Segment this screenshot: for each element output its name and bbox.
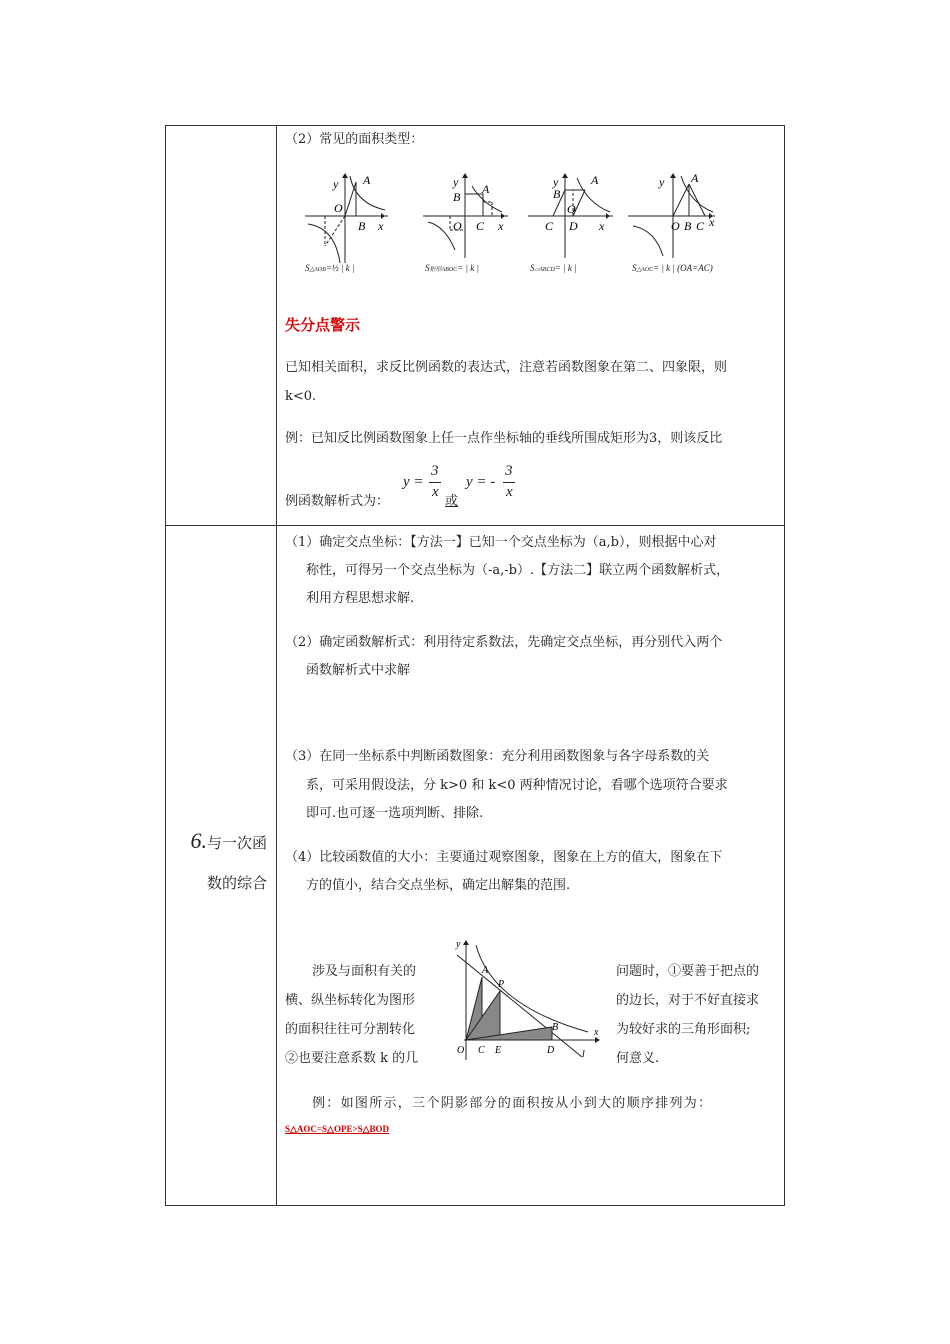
figure-point-label: C — [696, 219, 705, 233]
right-col-1: 问题时，①要善于把点的 — [616, 964, 760, 979]
formula-1-lhs: y = — [403, 474, 424, 490]
figure-point-label: O — [671, 219, 680, 233]
figure-point-label: E — [495, 1045, 502, 1056]
figure-point-label: C — [476, 219, 485, 233]
section-label-6-line2: 数的综合 — [206, 874, 267, 892]
example-line-1: 例：已知反比例函数图象上任一点作坐标轴的垂线所围成矩形为3，则该反比 — [285, 431, 723, 446]
formula-2-lhs: y = - — [466, 474, 496, 490]
right-col-3: 为较好求的三角形面积; — [616, 1022, 751, 1037]
fig3-caption: S▱ABCD= | k | — [530, 263, 577, 273]
shaded-area-graph — [452, 935, 604, 1065]
formula-2-num: 3 — [505, 463, 513, 479]
p1-line-2: 称性，可得另一个交点坐标为（-a,-b）.【方法二】联立两个函数解析式， — [306, 563, 730, 578]
formula-1-num: 3 — [431, 463, 439, 479]
fig1-label-o: O — [334, 201, 343, 215]
figure-point-label: D — [569, 219, 578, 233]
warning-title: 失分点警示 — [285, 316, 361, 334]
figure-point-label: A — [482, 182, 490, 196]
figure-point-label: B — [552, 1022, 559, 1033]
figure-point-label: B — [553, 187, 561, 201]
left-col-3: 的面积往往可分割转化 — [285, 1022, 416, 1037]
left-col-1: 涉及与面积有关的 — [312, 964, 417, 979]
p3-line-3: 即可.也可逐一选项判断、排除. — [306, 806, 484, 821]
figure-point-label: O — [457, 1045, 465, 1056]
area-types-heading: （2）常见的面积类型： — [285, 132, 424, 147]
figure-point-label: y — [659, 175, 665, 189]
figure-point-label: x — [599, 219, 605, 233]
fig2-caption: S矩形ABOC= | k | — [425, 263, 479, 273]
figure-point-label: y — [553, 175, 559, 189]
p3-line-1: （3）在同一坐标系中判断函数图象：充分利用函数图象与各字母系数的关 — [285, 749, 710, 764]
figure-point-label: l — [582, 1049, 585, 1060]
figure-triangle-aob — [300, 168, 395, 268]
p1-line-3: 利用方程思想求解. — [306, 591, 415, 606]
figure-point-label: x — [498, 219, 504, 233]
left-col-2: 横、纵坐标转化为图形 — [285, 993, 416, 1008]
warning-line-2: k<0. — [285, 389, 317, 404]
fig4-caption: S△AOC= | k | (OA=AC) — [632, 263, 713, 273]
figure-point-label: O — [453, 219, 462, 233]
formula-or: 或 — [445, 494, 459, 509]
figure-point-label: y — [453, 175, 459, 189]
figure-point-label: x — [594, 1027, 599, 1038]
figure-point-label: A — [482, 965, 489, 976]
figure-point-label: C — [478, 1045, 485, 1056]
row-divider — [166, 525, 784, 526]
right-col-2: 的边长，对于不好直接求 — [616, 993, 760, 1008]
figure-parallelogram-abcd — [525, 168, 620, 268]
warning-line-1: 已知相关面积，求反比例函数的表达式，注意若函数图象在第二、四象限，则 — [285, 360, 728, 375]
figure-point-label: P — [498, 979, 505, 990]
p2-line-1: （2）确定函数解析式：利用待定系数法，先确定交点坐标，再分别代入两个 — [285, 635, 723, 650]
p1-line-1: （1）确定交点坐标：【方法一】已知一个交点坐标为（a,b），则根据中心对 — [285, 535, 717, 550]
formula-1-den: x — [432, 484, 439, 500]
left-col-4: ②也要注意系数 k 的几 — [285, 1051, 419, 1066]
p3-line-2: 系，可采用假设法，分 k>0 和 k<0 两种情况讨论，看哪个选项符合要求 — [306, 778, 728, 793]
formula-2-bar — [503, 482, 515, 483]
figure-point-label: A — [691, 171, 699, 185]
example-text: 例：如图所示，三个阴影部分的面积按从小到大的顺序排列为： — [312, 1096, 713, 1111]
figure-point-label: B — [453, 190, 461, 204]
p4-line-1: （4）比较函数值的大小：主要通过观察图象，图象在上方的值大，图象在下 — [285, 850, 723, 865]
figure-point-label: B — [684, 219, 692, 233]
fig1-label-a: A — [363, 173, 371, 187]
fig1-caption: S△AOB=½ | k | — [305, 263, 355, 273]
figure-triangle-aoc — [625, 168, 725, 268]
figure-point-label: O — [567, 202, 576, 216]
figure-point-label: y — [456, 939, 461, 950]
figure-point-label: x — [709, 215, 715, 229]
column-divider — [276, 126, 277, 1205]
figure-point-label: D — [547, 1045, 555, 1056]
formula-1-bar — [429, 482, 441, 483]
figure-rectangle-aboc — [420, 168, 515, 268]
fig1-label-b: B — [358, 219, 366, 233]
fig1-label-x: x — [378, 219, 384, 233]
answer-text: S△AOC=S△OPE>S△BOD — [285, 1124, 390, 1134]
section-label-6: 6.与一次函 — [190, 828, 267, 853]
p2-line-2: 函数解析式中求解 — [306, 663, 411, 678]
fig1-label-y: y — [333, 177, 339, 191]
example-line-2: 例函数解析式为： — [285, 494, 390, 509]
figure-point-label: C — [545, 219, 554, 233]
figure-point-label: A — [591, 173, 599, 187]
right-col-4: 何意义. — [616, 1051, 660, 1066]
formula-2-den: x — [506, 484, 513, 500]
p4-line-2: 方的值小，结合交点坐标，确定出解集的范围. — [306, 878, 571, 893]
